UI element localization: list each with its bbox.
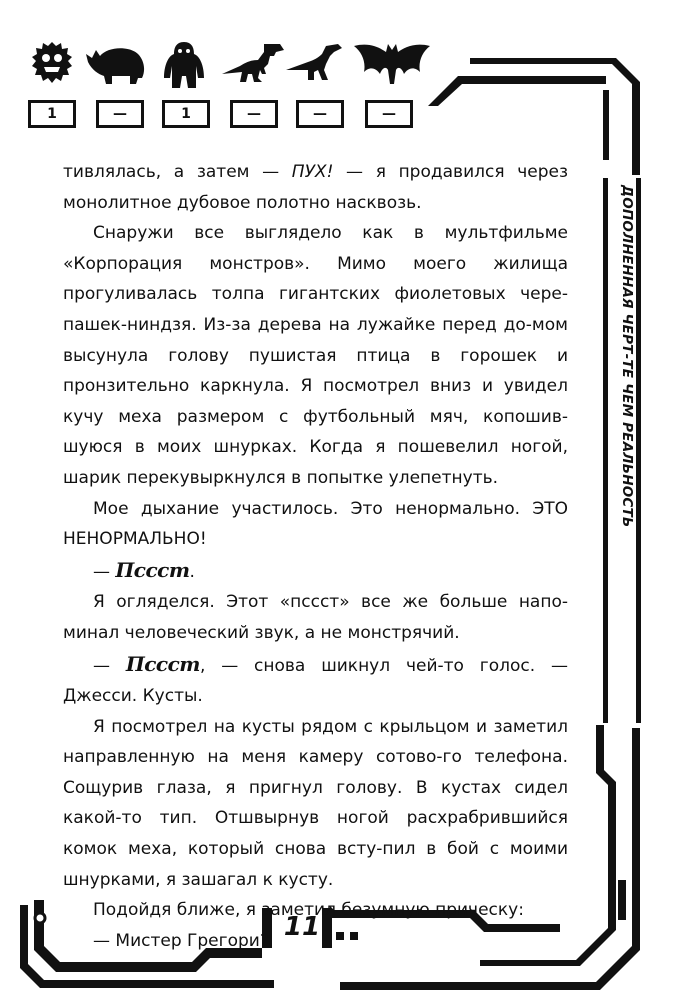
monster-counter: — [96,100,144,128]
monster-counter: 1 [162,100,210,128]
monster-counter: — [230,100,278,128]
paragraph: тивлялась, а затем — ПУХ! — я продавился через монолитное дубовое полотно насквозь. [63,162,568,213]
page-number: 11 [283,912,321,942]
paragraph: Мое дыхание участилось. Это ненормально. ЭТО НЕНОРМАЛЬНО! [63,498,568,550]
yeti-monster-icon [162,40,206,90]
paragraph: — Псссm, — снова шикнул чей-то голос. — Джесси. Кусты. [63,651,568,707]
emphasis: ПУХ! [291,162,334,182]
running-title-text: ДОПОЛНЕННАЯ ЧЕРТ-ТЕ ЧЕМ РЕАЛЬНОСТЬ [619,185,635,528]
running-title [612,185,638,715]
monster-slot [154,40,214,90]
monster-slot [22,40,82,84]
trex-dinosaur-icon [220,40,286,84]
script-word: Псссm [125,651,200,676]
monster-slot [352,40,432,86]
monster-counter: 1 [28,100,76,128]
furball-monster-icon [30,40,74,84]
paragraph: — Мистер Грегори? [93,930,269,951]
monster-slot [84,40,144,84]
body-text [63,157,568,956]
script-word: Псссm [115,557,190,582]
raptor-dinosaur-icon [284,40,344,84]
bat-monster-icon [352,40,432,86]
monster-tracker [22,40,442,150]
paragraph: Я огляделся. Этот «пссст» все же больше напо-минал человеческий звук, а не монстрячий. [63,592,568,643]
monster-counter: — [365,100,413,128]
monster-slot [284,40,344,84]
paragraph: Снаружи все выглядело как в мультфильме «Корпорация монстров». Мимо моего жилища прогуливалась толпа гигантских фиолетовых чере-пашек-ниндзя. Из-за дерева на лужайке перед до-мом высунула голову пушистая птица в горошек и пронзительно каркнула. Я посмотрел вниз и увидел кучу меха размером с футбольный мяч, копошив-шуюся в моих шнурках. Когда я пошевелил ногой, шарик перекувыркнулся в попытке улепетнуть. [63,223,568,488]
paragraph: Я посмотрел на кусты рядом с крыльцом и заметил направленную на меня камеру сотово-го телефона. Сощурив глаза, я пригнул голову. В кустах сидел какой-то тип. Отшвырнув ногой расхрабрившийся комок меха, который снова всту-пил в бой с моими шнурками, я зашагал к кусту. [63,716,568,890]
monster-slot [220,40,280,84]
rhino-monster-icon [84,40,148,84]
monster-counter: — [296,100,344,128]
paragraph: — Псссm. [93,557,195,582]
paragraph: Подойдя ближе, я заметил безумную прическу: [93,900,524,921]
